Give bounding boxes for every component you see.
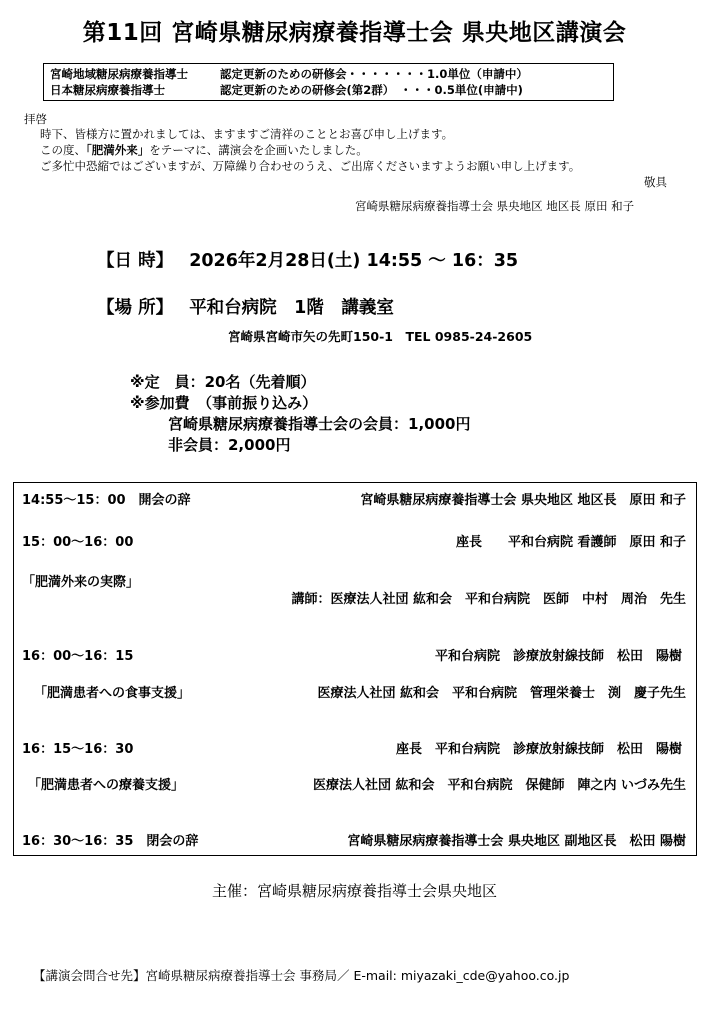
session-3-lecturer: 医療法人社団 紘和会 平和台病院 保健師 陣之内 いづみ先生	[312, 778, 686, 793]
letter-line-3: ご多忙中恐縮ではございますが、万障繰り合わせのうえ、ご出席くださいますようお願い申し上げます。	[40, 159, 581, 173]
credit-org: 日本糖尿病療養指導士	[50, 83, 165, 97]
place-label: 【場 所】	[97, 298, 174, 318]
credit-desc: 認定更新のための研修会(第2群） ・・・0.5単位(申請中)	[220, 83, 523, 97]
letter-line-2-post: をテーマに、講演会を企画いたしました。	[149, 143, 368, 157]
session-1-chair: 座長 平和台病院 看護師 原田 和子	[455, 535, 686, 550]
closing-person: 宮崎県糖尿病療養指導士会 県央地区 副地区長 松田 陽樹	[347, 834, 686, 849]
session-1-title: 「肥満外来の実際」	[22, 575, 140, 590]
letter-line-1: 時下、皆様方に置かれましては、ますますご清祥のこととお喜び申し上げます。	[40, 127, 454, 141]
session-1-lecturer: 講師：医療法人社団 紘和会 平和台病院 医師 中村 周治 先生	[291, 592, 686, 607]
session-3-time: 16：15～16：30	[22, 742, 134, 757]
credit-box	[43, 63, 614, 101]
datetime-label: 【日 時】	[97, 251, 174, 271]
fee-label: ※参加費 （事前振り込み）	[130, 394, 318, 412]
closing-time: 16：30～16：35 閉会の辞	[22, 834, 199, 849]
opening-time: 14:55～15：00 開会の辞	[22, 493, 191, 508]
fee-member: 宮崎県糖尿病療養指導士会の会員：1,000円	[168, 415, 471, 433]
letter-line-2-pre: この度、	[40, 143, 86, 157]
session-3-chair: 座長 平和台病院 診療放射線技師 松田 陽樹	[395, 742, 682, 757]
schedule-box	[13, 482, 697, 856]
session-2-time: 16：00～16：15	[22, 649, 134, 664]
organizer: 主催：宮崎県糖尿病療養指導士会県央地区	[211, 882, 497, 900]
place-value: 平和台病院 1階 講義室	[189, 298, 394, 318]
credit-org: 宮崎地域糖尿病療養指導士	[50, 67, 188, 81]
letter-line-2	[40, 142, 368, 158]
session-2-title: 「肥満患者への食事支援」	[34, 686, 191, 701]
credit-desc: 認定更新のための研修会・・・・・・・1.0単位（申請中）	[220, 67, 528, 81]
letter-greeting: 拝啓	[24, 112, 47, 126]
page-title: 第11回 宮崎県糖尿病療養指導士会 県央地区講演会	[82, 20, 627, 46]
opening-person: 宮崎県糖尿病療養指導士会 県央地区 地区長 原田 和子	[360, 493, 686, 508]
letter-signature: 宮崎県糖尿病療養指導士会 県央地区 地区長 原田 和子	[355, 199, 635, 213]
place-address: 宮崎県宮崎市矢の先町150-1 TEL 0985-24-2605	[228, 329, 533, 344]
session-2-chair: 平和台病院 診療放射線技師 松田 陽樹	[434, 649, 682, 664]
letter-theme: 「肥満外来」	[86, 143, 150, 157]
session-1-time: 15：00～16：00	[22, 535, 134, 550]
datetime-value: 2026年2月28日(土) 14:55 ～ 16：35	[189, 251, 519, 271]
letter-closing: 敬具	[644, 175, 667, 189]
contact-info: 【講演会問合せ先】宮崎県糖尿病療養指導士会 事務局／ E-mail: miyazaki_cde@yahoo.co.jp	[33, 968, 570, 983]
capacity: ※定 員：20名（先着順）	[130, 373, 316, 391]
fee-nonmember: 非会員：2,000円	[168, 436, 291, 454]
session-3-title: 「肥満患者への療養支援」	[28, 778, 185, 793]
session-2-lecturer: 医療法人社団 紘和会 平和台病院 管理栄養士 渕 慶子先生	[317, 686, 686, 701]
place-row	[97, 294, 394, 319]
datetime-row	[97, 247, 518, 272]
